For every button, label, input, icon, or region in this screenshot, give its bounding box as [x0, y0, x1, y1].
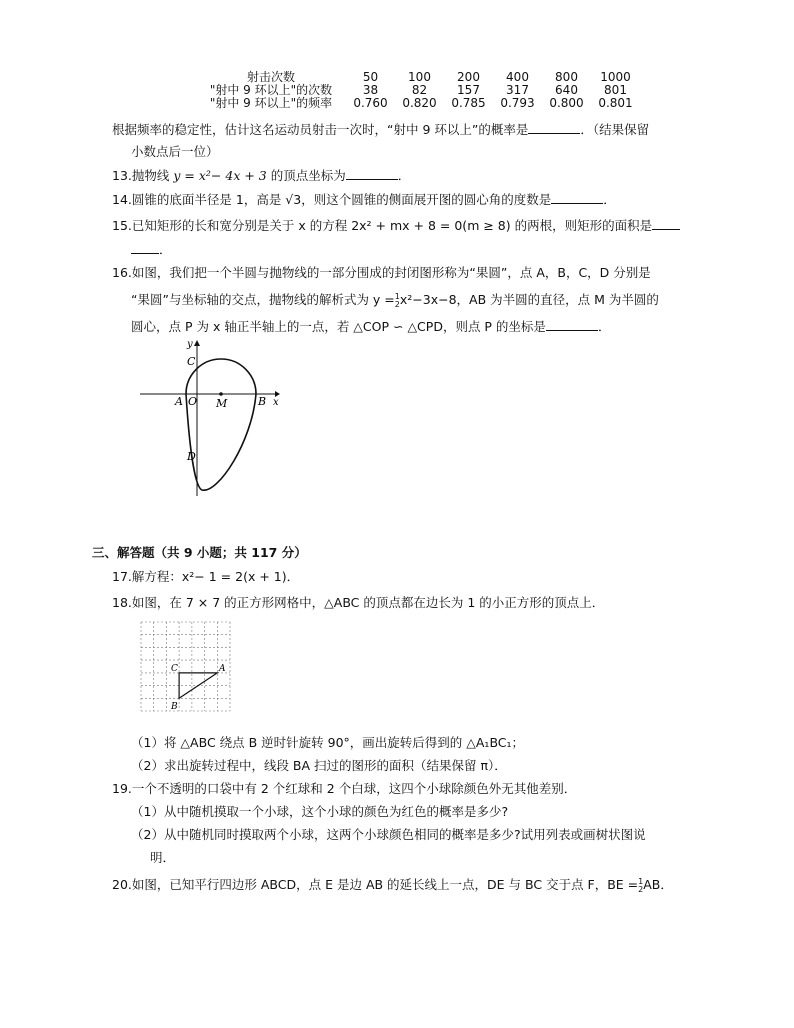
question-number: 16. [112, 265, 132, 280]
question-text: 解方程：x²− 1 = 2(x + 1)． [131, 569, 300, 584]
table-cell: 0.820 [402, 96, 437, 110]
question-number: 13. [112, 168, 132, 183]
question-end: ． [597, 319, 611, 334]
question-text: 抛物线 [131, 168, 174, 183]
label-d: D [187, 450, 196, 463]
table-header: "射中 9 环以上"的次数 [209, 83, 333, 97]
label-x: x [273, 397, 279, 408]
question-12-text [112, 120, 649, 138]
answer-blank [551, 191, 603, 204]
question-number: 18. [112, 595, 132, 610]
table-row [196, 97, 640, 110]
question-20 [112, 875, 673, 894]
table-cell: 100 [408, 70, 431, 84]
question-text: 如图，在 7 × 7 的正方形网格中，△ABC 的顶点都在边长为 1 的小正方形的顶点上． [131, 595, 605, 610]
fraction-numerator: 1 [394, 291, 400, 301]
label-c: C [171, 664, 178, 674]
table-cell: 0.785 [451, 96, 486, 110]
y-axis-arrow [194, 340, 200, 346]
answer-blank [131, 241, 159, 254]
question-text: 如图，我们把一个半圆与抛物线的一部分围成的封闭图形称为“果圆”，点 A，B，C，D 分别是 [131, 265, 651, 280]
question-19-sub1: （1）从中随机摸取一个小球，这个小球的颜色为红色的概率是多少? [131, 804, 509, 819]
question-14 [112, 190, 616, 208]
table-cell: 200 [457, 70, 480, 84]
triangle-abc [179, 673, 217, 698]
question-19-sub2-line2: 明． [150, 850, 176, 865]
table-cell: 38 [362, 83, 379, 97]
table-cell: 317 [506, 83, 529, 97]
frequency-table [196, 71, 640, 110]
question-text: AB． [643, 877, 673, 892]
point-m [219, 392, 223, 396]
fraction-numerator: 1 [638, 876, 644, 886]
table-header: 射击次数 [246, 70, 295, 84]
fraction-denominator: 2 [394, 299, 400, 309]
question-15 [112, 216, 680, 234]
question-13 [112, 166, 410, 184]
table-cell: 801 [604, 83, 627, 97]
question-number: 15. [112, 218, 132, 233]
label-c: C [187, 355, 196, 368]
question-text: 的顶点坐标为 [266, 168, 346, 183]
question-16-line3 [131, 317, 610, 335]
question-number: 14. [112, 192, 132, 207]
table-cell: 0.793 [500, 96, 535, 110]
question-text: 圆心，点 P 为 x 轴正半轴上的一点，若 △COP ∽ △CPD，则点 P 的坐标是 [131, 319, 546, 334]
question-end: ． [397, 168, 411, 183]
fraction-denominator: 2 [638, 884, 644, 894]
question-number: 20. [112, 877, 132, 892]
grid-figure [140, 621, 232, 715]
table-cell: 0.800 [549, 96, 584, 110]
label-a: A [175, 395, 183, 408]
question-16-line2 [131, 290, 659, 309]
table-header: "射中 9 环以上"的频率 [209, 96, 333, 110]
table-cell: 1000 [600, 70, 631, 84]
question-number: 17. [112, 569, 132, 584]
question-18-sub1: （1）将 △ABC 绕点 B 逆时针旋转 90°，画出旋转后得到的 △A₁BC₁； [131, 735, 525, 750]
question-number: 19. [112, 781, 132, 796]
question-12-line1: 根据频率的稳定性，估计这名运动员射击一次时，“射中 9 环以上”的概率是 [112, 122, 529, 137]
label-o: O [188, 395, 198, 408]
question-18-sub2: （2）求出旋转过程中，线段 BA 扫过的图形的面积（结果保留 π）． [131, 758, 507, 773]
label-b: B [171, 702, 178, 712]
question-16-line1 [112, 263, 651, 281]
table-cell: 50 [362, 70, 379, 84]
table-cell: 157 [457, 83, 480, 97]
question-text: 一个不透明的口袋中有 2 个红球和 2 个白球，这四个小球除颜色外无其他差别． [131, 781, 577, 796]
table-cell: 400 [506, 70, 529, 84]
question-19 [112, 779, 576, 797]
question-end: ． [603, 192, 616, 207]
question-text: x²−3x−8，AB 为半圆的直径，点 M 为半圆的 [399, 292, 659, 307]
label-m: M [216, 397, 228, 410]
question-text: 圆锥的底面半径是 1，高是 √3，则这个圆锥的侧面展开图的圆心角的度数是 [131, 192, 552, 207]
fruit-circle-figure [130, 338, 290, 498]
table-cell: 0.801 [598, 96, 633, 110]
answer-blank [346, 167, 398, 180]
answer-blank [652, 217, 680, 230]
question-12-tail: ．（结果保留 [580, 122, 650, 137]
table-cell: 0.760 [353, 96, 388, 110]
question-19-sub2: （2）从中随机同时摸取两个小球，这两个小球颜色相同的概率是多少?试用列表或画树状图说 [131, 827, 646, 842]
table-cell: 640 [555, 83, 578, 97]
label-y: y [187, 339, 193, 350]
question-text: “果圆”与坐标轴的交点，抛物线的解析式为 y = [131, 292, 395, 307]
question-17 [112, 567, 299, 585]
answer-blank [528, 121, 580, 134]
question-15-line2 [131, 240, 172, 258]
question-end: ． [159, 242, 172, 257]
table-cell: 82 [411, 83, 428, 97]
section-title: 三、解答题（共 9 小题；共 117 分） [92, 545, 307, 560]
question-text: 已知矩形的长和宽分别是关于 x 的方程 2x² + mx + 8 = 0(m ≥ 8) 的两根，则矩形的面积是 [131, 218, 653, 233]
question-18 [112, 593, 604, 611]
formula: y = x²− 4x + 3 [173, 168, 267, 183]
label-b: B [258, 395, 267, 408]
label-a: A [219, 664, 226, 674]
answer-blank [546, 318, 598, 331]
grid-lines [141, 622, 230, 711]
question-text: 如图，已知平行四边形 ABCD，点 E 是边 AB 的延长线上一点，DE 与 BC 交于点 F，BE = [131, 877, 639, 892]
table-cell: 800 [555, 70, 578, 84]
question-12-line2: 小数点后一位） [131, 144, 219, 159]
